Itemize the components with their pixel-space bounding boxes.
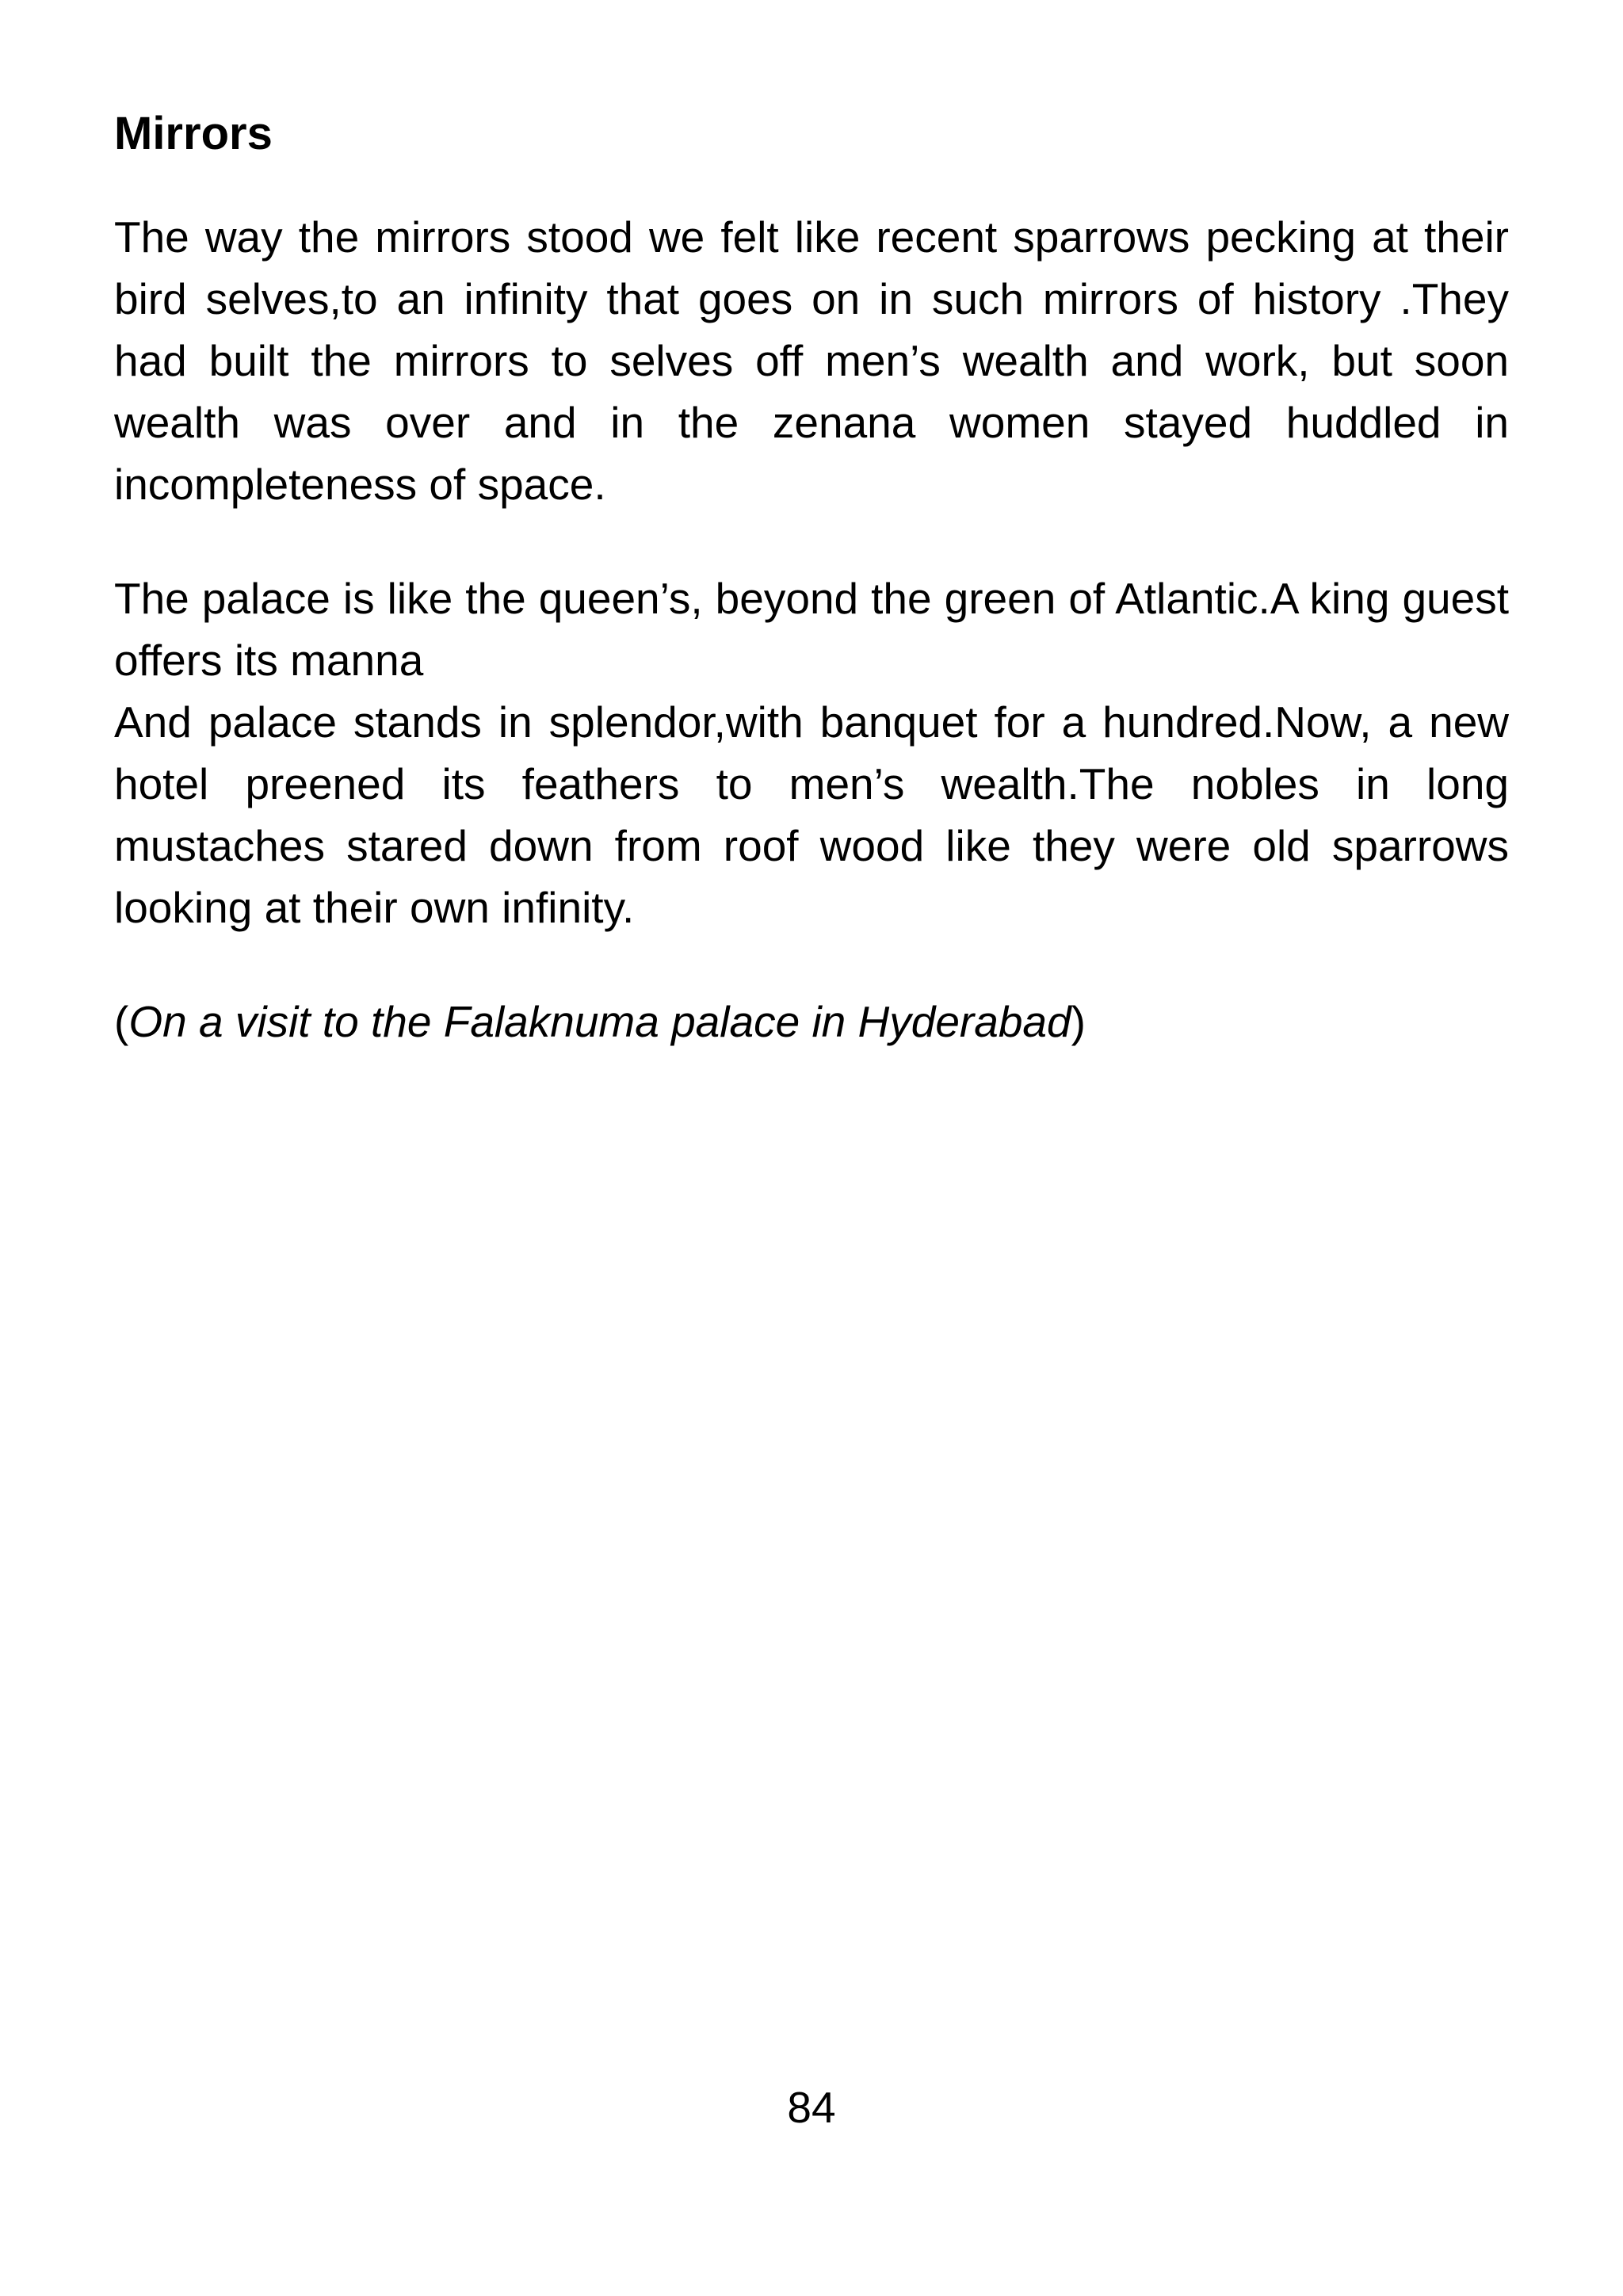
page-number: 84 (787, 2083, 836, 2132)
note-text: On a visit to the Falaknuma palace in Hyderabad (128, 997, 1071, 1046)
poem-title: Mirrors (114, 108, 273, 159)
note-open-paren: ( (114, 997, 129, 1046)
stanza-1: The way the mirrors stood we felt like recent sparrows pecking at their bird selves,to an infinity that goes on in such mirrors of history .They had built the mirrors to selves off men’s wealth and work, but soon wealth was over and in the zenana women stayed huddled in incompleteness of space. (114, 212, 1509, 509)
note-close-paren: ) (1071, 997, 1086, 1046)
poem-note (114, 991, 1509, 1052)
stanza-2-line-1: The palace is like the queen’s, beyond the green of Atlantic.A king guest offers its manna (114, 574, 1509, 685)
poem-content (114, 98, 1509, 1052)
stanza-2-continuation: And palace stands in splendor,with banquet for a hundred.Now, a new hotel preened its feathers to men’s wealth.The nobles in long mustaches stared down from roof wood like they were old sparrows looking at their own infinity. (114, 697, 1509, 932)
